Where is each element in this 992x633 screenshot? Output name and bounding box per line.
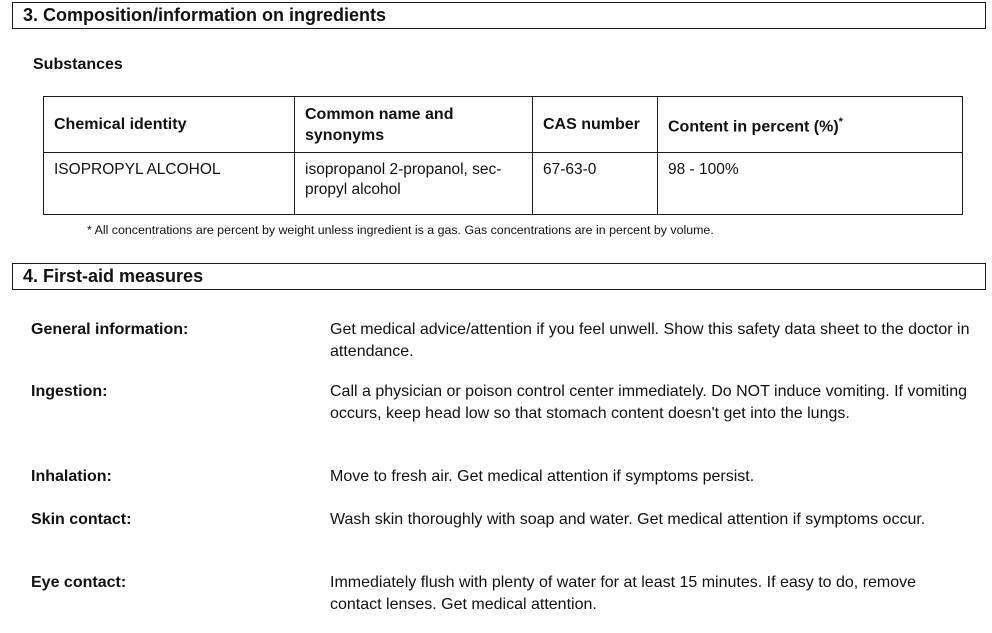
first-aid-label: Eye contact: [31,574,127,591]
first-aid-label: Inhalation: [31,468,112,485]
substances-table [43,96,963,215]
concentration-footnote: * All concentrations are percent by weight unless ingredient is a gas. Gas concentrations are in percent by volume. [87,223,714,237]
first-aid-text: Move to fresh air. Get medical attention if symptoms persist. [330,468,755,485]
first-aid-text: Wash skin thoroughly with soap and water. Get medical attention if symptoms occur. [330,511,926,528]
header-common-name: Common name and synonyms [295,97,533,153]
first-aid-label: General information: [31,321,189,338]
first-aid-label: Ingestion: [31,383,108,400]
cell-cas-number: 67-63-0 [533,153,658,215]
header-cas-number: CAS number [533,97,658,153]
header-content-percent [658,97,963,153]
first-aid-label: Skin contact: [31,511,132,528]
section-3-heading: 3. Composition/information on ingredients [12,2,986,29]
substances-subheading: Substances [33,56,123,73]
header-chemical-identity: Chemical identity [44,97,295,153]
cell-common-name: isopropanol 2-propanol, sec-propyl alcohol [295,153,533,215]
header-asterisk: * [838,115,843,128]
first-aid-text: Get medical advice/attention if you feel unwell. Show this safety data sheet to the doctor in attendance. [330,321,970,360]
cell-chemical-identity: ISOPROPYL ALCOHOL [44,153,295,215]
first-aid-text: Call a physician or poison control center immediately. Do NOT induce vomiting. If vomiting occurs, keep head low so that stomach content doesn't get into the lungs. [330,383,968,422]
header-content-label: Content in percent (%) [668,118,839,136]
first-aid-text: Immediately flush with plenty of water for at least 15 minutes. If easy to do, remove contact lenses. Get medical attention. [330,574,917,613]
table-header-row [44,97,963,153]
section-4-heading: 4. First-aid measures [12,263,986,290]
table-row [44,153,963,215]
cell-content-percent: 98 - 100% [658,153,963,215]
